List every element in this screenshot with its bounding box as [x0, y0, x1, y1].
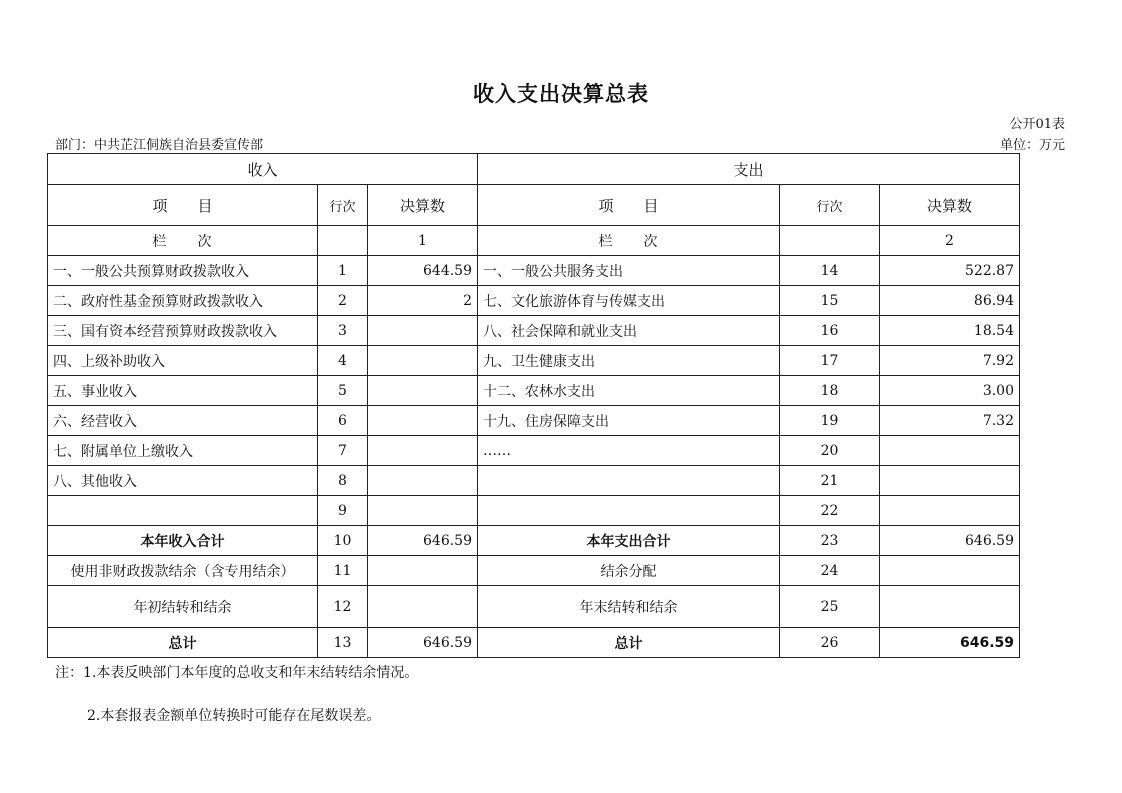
income-item: 五、事业收入: [48, 376, 318, 406]
expense-item: [478, 496, 780, 526]
income-line-no-header: 行次: [318, 185, 368, 226]
expense-amount: 3.00: [880, 376, 1020, 406]
expense-subtotal-label: 本年支出合计: [478, 526, 780, 556]
expense-carry-label: 年末结转和结余: [478, 586, 780, 628]
income-item: 二、政府性基金预算财政拨款收入: [48, 286, 318, 316]
unit-label: 单位：万元: [999, 138, 1065, 153]
expense-amount-header: 决算数: [880, 185, 1020, 226]
table-row: [48, 286, 1020, 316]
income-item: [48, 496, 318, 526]
expense-amount: 86.94: [880, 286, 1020, 316]
expense-amount: [880, 496, 1020, 526]
expense-item: 十九、住房保障支出: [478, 406, 780, 436]
subtotal-row: [48, 526, 1020, 556]
income-item: 八、其他收入: [48, 466, 318, 496]
income-section-header: 收入: [48, 154, 478, 185]
expense-item: 七、文化旅游体育与传媒支出: [478, 286, 780, 316]
income-amount: [368, 316, 478, 346]
income-balance-amount: [368, 556, 478, 586]
note-1: 注：1.本表反映部门本年度的总收支和年末结转结余情况。: [55, 665, 419, 681]
expense-total-amount: 646.59: [880, 628, 1020, 658]
table-row: [48, 496, 1020, 526]
income-amount: [368, 406, 478, 436]
income-line-no: 4: [318, 346, 368, 376]
carry-over-row: [48, 586, 1020, 628]
income-line-no: 13: [318, 628, 368, 658]
income-subtotal-amount: 646.59: [368, 526, 478, 556]
expense-item-header: 项 目: [478, 185, 780, 226]
income-total-amount: 646.59: [368, 628, 478, 658]
income-item: 六、经营收入: [48, 406, 318, 436]
expense-line-no: 22: [780, 496, 880, 526]
balance-row: [48, 556, 1020, 586]
income-amount: [368, 496, 478, 526]
income-item: 七、附属单位上缴收入: [48, 436, 318, 466]
expense-amount: 7.32: [880, 406, 1020, 436]
income-col-label: 栏 次: [48, 226, 318, 256]
expense-line-no-header: 行次: [780, 185, 880, 226]
page-title: 收入支出决算总表: [473, 81, 649, 106]
income-amount: 2: [368, 286, 478, 316]
income-carry-amount: [368, 586, 478, 628]
income-line-no: 6: [318, 406, 368, 436]
expense-line-no: 26: [780, 628, 880, 658]
expense-line-no: 19: [780, 406, 880, 436]
expense-line-no: 20: [780, 436, 880, 466]
income-line-no: 9: [318, 496, 368, 526]
expense-balance-label: 结余分配: [478, 556, 780, 586]
expense-item: 八、社会保障和就业支出: [478, 316, 780, 346]
expense-line-no: 15: [780, 286, 880, 316]
expense-amount: 18.54: [880, 316, 1020, 346]
income-line-no: 12: [318, 586, 368, 628]
income-line-no: 2: [318, 286, 368, 316]
expense-col-label: 栏 次: [478, 226, 780, 256]
income-item: 一、一般公共预算财政拨款收入: [48, 256, 318, 286]
total-row: [48, 628, 1020, 658]
expense-balance-amount: [880, 556, 1020, 586]
income-total-label: 总计: [48, 628, 318, 658]
income-item-header: 项 目: [48, 185, 318, 226]
expense-line-no: 14: [780, 256, 880, 286]
income-line-no: 7: [318, 436, 368, 466]
expense-item: 一、一般公共服务支出: [478, 256, 780, 286]
expense-amount: [880, 466, 1020, 496]
expense-item: 十二、农林水支出: [478, 376, 780, 406]
income-line-no: 3: [318, 316, 368, 346]
expense-line-no: 16: [780, 316, 880, 346]
table-row: [48, 346, 1020, 376]
expense-line-no: 17: [780, 346, 880, 376]
expense-subtotal-amount: 646.59: [880, 526, 1020, 556]
department-label: 部门：中共芷江侗族自治县委宣传部: [55, 138, 264, 153]
table-row: [48, 256, 1020, 286]
expense-total-label: 总计: [478, 628, 780, 658]
table-row: [48, 436, 1020, 466]
expense-item: 九、卫生健康支出: [478, 346, 780, 376]
income-line-no: 10: [318, 526, 368, 556]
expense-line-no: 24: [780, 556, 880, 586]
column-header-row: [48, 185, 1020, 226]
income-amount: [368, 346, 478, 376]
note-2: 2.本套报表金额单位转换时可能存在尾数误差。: [87, 708, 381, 724]
income-carry-label: 年初结转和结余: [48, 586, 318, 628]
section-header-row: [48, 154, 1020, 185]
expense-item: [478, 466, 780, 496]
income-item: 三、国有资本经营预算财政拨款收入: [48, 316, 318, 346]
table-row: [48, 406, 1020, 436]
table-row: [48, 466, 1020, 496]
income-col-blank: [318, 226, 368, 256]
form-number: 公开01表: [1009, 117, 1065, 132]
income-line-no: 5: [318, 376, 368, 406]
expense-amount: 7.92: [880, 346, 1020, 376]
table-row: [48, 376, 1020, 406]
income-amount: 644.59: [368, 256, 478, 286]
expense-line-no: 21: [780, 466, 880, 496]
expense-amount: 522.87: [880, 256, 1020, 286]
expense-line-no: 23: [780, 526, 880, 556]
income-line-no: 11: [318, 556, 368, 586]
income-col-index: 1: [368, 226, 478, 256]
expense-item: ……: [478, 436, 780, 466]
expense-amount: [880, 436, 1020, 466]
income-item: 四、上级补助收入: [48, 346, 318, 376]
income-balance-label: 使用非财政拨款结余（含专用结余）: [48, 556, 318, 586]
income-line-no: 1: [318, 256, 368, 286]
expense-carry-amount: [880, 586, 1020, 628]
income-amount-header: 决算数: [368, 185, 478, 226]
table-row: [48, 316, 1020, 346]
income-line-no: 8: [318, 466, 368, 496]
expense-col-index: 2: [880, 226, 1020, 256]
expense-section-header: 支出: [478, 154, 1020, 185]
column-index-row: [48, 226, 1020, 256]
income-subtotal-label: 本年收入合计: [48, 526, 318, 556]
income-amount: [368, 466, 478, 496]
expense-col-blank: [780, 226, 880, 256]
income-amount: [368, 436, 478, 466]
income-amount: [368, 376, 478, 406]
expense-line-no: 18: [780, 376, 880, 406]
budget-summary-table: [47, 153, 1020, 658]
expense-line-no: 25: [780, 586, 880, 628]
